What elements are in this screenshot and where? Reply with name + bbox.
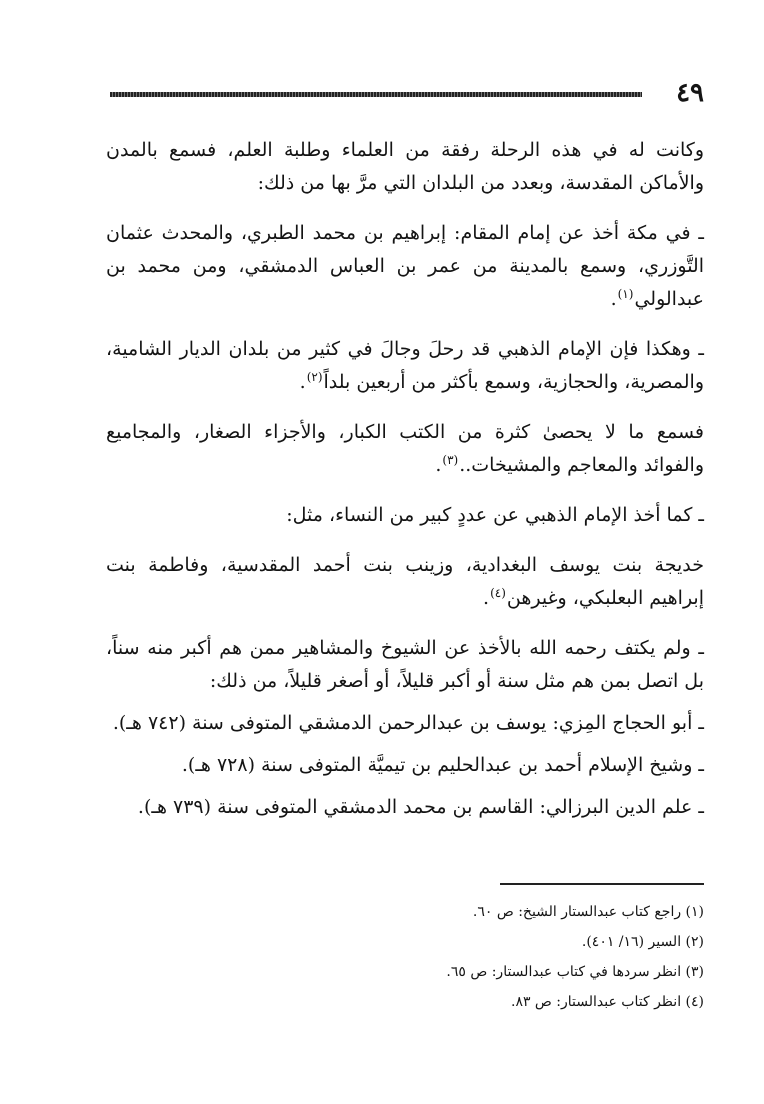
paragraph-tail: . xyxy=(610,288,617,310)
footnote-3: (٣) انظر سردها في كتاب عبدالستار: ص ٦٥. xyxy=(446,964,704,980)
paragraph-text: فسمع ما لا يحصىٰ كثرة من الكتب الكبار، والأجزاء الصغار، والمجاميع والفوائد والمعاجم والمشيخات.. xyxy=(106,421,704,476)
paragraph-women xyxy=(106,499,704,532)
paragraph-text: ـ ولم يكتف رحمه الله بالأخذ عن الشيوخ والمشاهير ممن هم أكبر منه سناً، بل اتصل بمن هم مثل سنة أو أكبر قليلاً، أو أصغر قليلاً، من ذلك: xyxy=(106,637,704,692)
header-rule xyxy=(110,92,642,97)
list-item-ibn-taymiyya xyxy=(106,749,704,782)
footnotes xyxy=(300,897,704,1017)
footnote-ref: (٢) xyxy=(306,370,323,384)
page-header xyxy=(110,78,704,118)
list-item-birzali xyxy=(106,791,704,824)
paragraph-text: ـ أبو الحجاج المِزي: يوسف بن عبدالرحمن الدمشقي المتوفى سنة (٧٤٢ هـ). xyxy=(112,712,704,734)
paragraph-text: خديجة بنت يوسف البغدادية، وزينب بنت أحمد المقدسية، وفاطمة بنت إبراهيم البعلبكي، وغيرهن xyxy=(106,554,704,609)
paragraph-text: وكانت له في هذه الرحلة رفقة من العلماء وطلبة العلم، فسمع بالمدن والأماكن المقدسة، وبعدد من البلدان التي مرَّ بها من ذلك: xyxy=(106,139,704,194)
paragraph-peers xyxy=(106,632,704,698)
footnote-4: (٤) انظر كتاب عبدالستار: ص ٨٣. xyxy=(510,994,704,1010)
footnote-ref: (٣) xyxy=(442,453,459,467)
paragraph-text: ـ وهكذا فإن الإمام الذهبي قد رحلَ وجالَ في كثير من بلدان الديار الشامية، والمصرية، والحجازية، وسمع بأكثر من أربعين بلداً xyxy=(106,338,704,393)
body-text xyxy=(106,134,704,833)
paragraph-books xyxy=(106,416,704,482)
paragraph-text: ـ وشيخ الإسلام أحمد بن عبدالحليم بن تيميَّة المتوفى سنة (٧٢٨ هـ). xyxy=(181,754,704,776)
paragraph-tail: . xyxy=(435,454,442,476)
footnote-separator xyxy=(500,883,704,885)
paragraph-mecca xyxy=(106,217,704,316)
paragraph-tail: . xyxy=(299,371,306,393)
list-item-mizzi xyxy=(106,707,704,740)
footnote-1: (١) راجع كتاب عبدالستار الشيخ: ص ٦٠. xyxy=(472,904,704,920)
footnote-2: (٢) السير (١٦/ ٤٠١). xyxy=(581,934,704,950)
footnote-ref: (١) xyxy=(617,287,634,301)
page-number: ٤٩ xyxy=(676,78,704,108)
paragraph-intro xyxy=(106,134,704,200)
paragraph-women-names xyxy=(106,549,704,615)
footnote-ref: (٤) xyxy=(490,586,506,600)
paragraph-text: ـ علم الدين البرزالي: القاسم بن محمد الدمشقي المتوفى سنة (٧٣٩ هـ). xyxy=(137,796,704,818)
paragraph-tail: . xyxy=(483,587,490,609)
paragraph-text: ـ في مكة أخذ عن إمام المقام: إبراهيم بن محمد الطبري، والمحدث عثمان التَّوزري، وسمع بالمدينة من عمر بن العباس الدمشقي، ومن محمد بن عبدالولي xyxy=(106,222,704,310)
paragraph-travels xyxy=(106,333,704,399)
paragraph-text: ـ كما أخذ الإمام الذهبي عن عددٍ كبير من النساء، مثل: xyxy=(286,504,704,526)
